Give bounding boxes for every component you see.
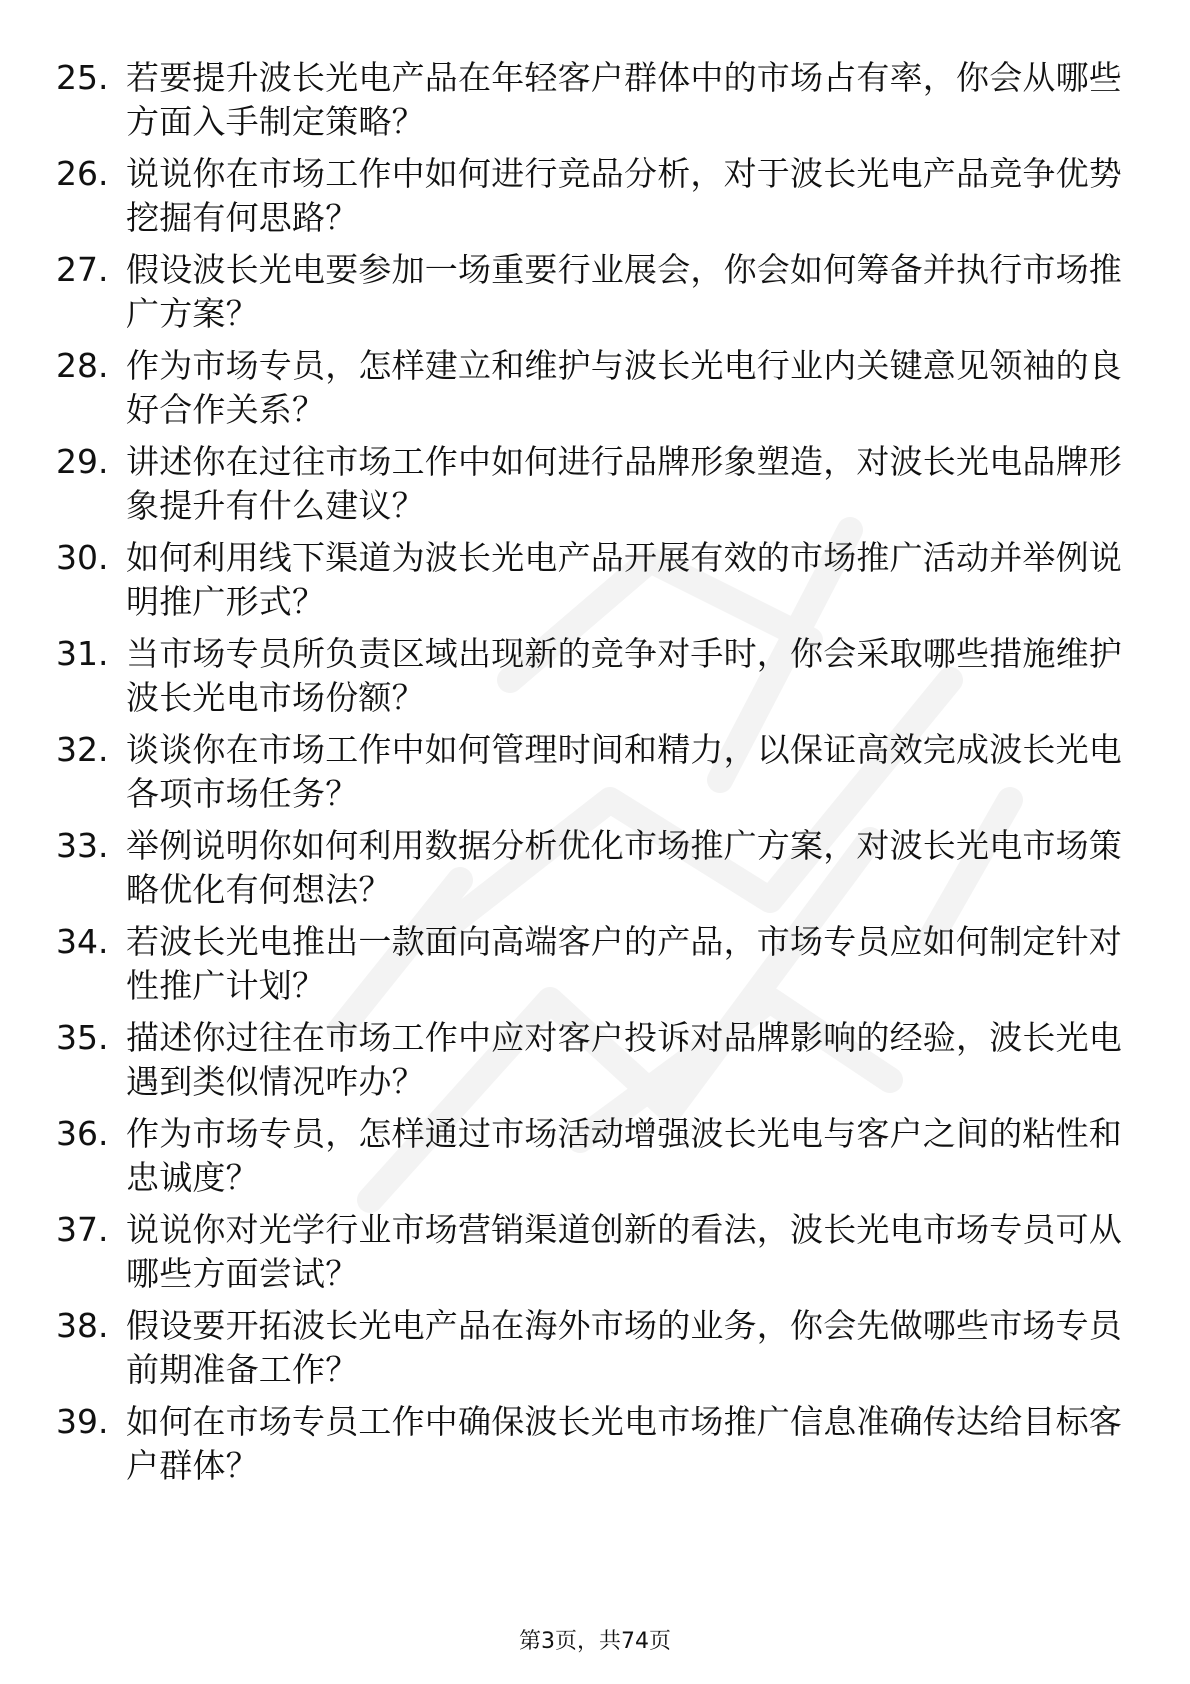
question-text: 若波长光电推出一款面向高端客户的产品，市场专员应如何制定针对性推广计划？ xyxy=(126,922,1122,1005)
question-number: 33. xyxy=(56,826,109,865)
question-item xyxy=(0,1198,1190,1294)
question-item xyxy=(0,526,1190,622)
question-item xyxy=(0,814,1190,910)
question-number: 31. xyxy=(56,634,109,673)
question-number: 29. xyxy=(56,442,109,481)
question-number: 38. xyxy=(56,1306,109,1345)
question-list xyxy=(0,46,1190,1486)
question-item xyxy=(0,142,1190,238)
question-text: 描述你过往在市场工作中应对客户投诉对品牌影响的经验，波长光电遇到类似情况咋办？ xyxy=(126,1018,1122,1101)
question-number: 37. xyxy=(56,1210,109,1249)
question-number: 32. xyxy=(56,730,109,769)
question-number: 26. xyxy=(56,154,109,193)
question-text: 当市场专员所负责区域出现新的竞争对手时，你会采取哪些措施维护波长光电市场份额？ xyxy=(126,634,1122,717)
question-item xyxy=(0,1102,1190,1198)
question-number: 39. xyxy=(56,1402,109,1441)
question-item xyxy=(0,718,1190,814)
question-item xyxy=(0,1294,1190,1390)
question-number: 36. xyxy=(56,1114,109,1153)
question-text: 说说你对光学行业市场营销渠道创新的看法，波长光电市场专员可从哪些方面尝试？ xyxy=(126,1210,1122,1293)
question-item xyxy=(0,910,1190,1006)
page-number-label: 第3页，共74页 xyxy=(519,1629,671,1654)
question-text: 如何利用线下渠道为波长光电产品开展有效的市场推广活动并举例说明推广形式？ xyxy=(126,538,1122,621)
question-text: 说说你在市场工作中如何进行竞品分析，对于波长光电产品竞争优势挖掘有何思路？ xyxy=(126,154,1122,237)
question-text: 若要提升波长光电产品在年轻客户群体中的市场占有率，你会从哪些方面入手制定策略？ xyxy=(126,58,1122,141)
question-item xyxy=(0,430,1190,526)
question-number: 25. xyxy=(56,58,109,97)
question-number: 30. xyxy=(56,538,109,577)
question-text: 讲述你在过往市场工作中如何进行品牌形象塑造，对波长光电品牌形象提升有什么建议？ xyxy=(126,442,1122,525)
question-item xyxy=(0,1390,1190,1486)
page-footer xyxy=(0,1627,1190,1657)
question-item xyxy=(0,1006,1190,1102)
question-text: 如何在市场专员工作中确保波长光电市场推广信息准确传达给目标客户群体？ xyxy=(126,1402,1122,1485)
question-item xyxy=(0,334,1190,430)
question-number: 35. xyxy=(56,1018,109,1057)
question-text: 举例说明你如何利用数据分析优化市场推广方案，对波长光电市场策略优化有何想法？ xyxy=(126,826,1122,909)
question-text: 作为市场专员，怎样建立和维护与波长光电行业内关键意见领袖的良好合作关系？ xyxy=(126,346,1122,429)
question-text: 假设波长光电要参加一场重要行业展会，你会如何筹备并执行市场推广方案？ xyxy=(126,250,1122,333)
question-number: 27. xyxy=(56,250,109,289)
question-text: 作为市场专员，怎样通过市场活动增强波长光电与客户之间的粘性和忠诚度？ xyxy=(126,1114,1122,1197)
question-text: 假设要开拓波长光电产品在海外市场的业务，你会先做哪些市场专员前期准备工作？ xyxy=(126,1306,1122,1389)
question-item xyxy=(0,238,1190,334)
question-item xyxy=(0,46,1190,142)
question-item xyxy=(0,622,1190,718)
question-number: 28. xyxy=(56,346,109,385)
question-text: 谈谈你在市场工作中如何管理时间和精力，以保证高效完成波长光电各项市场任务？ xyxy=(126,730,1122,813)
question-number: 34. xyxy=(56,922,109,961)
